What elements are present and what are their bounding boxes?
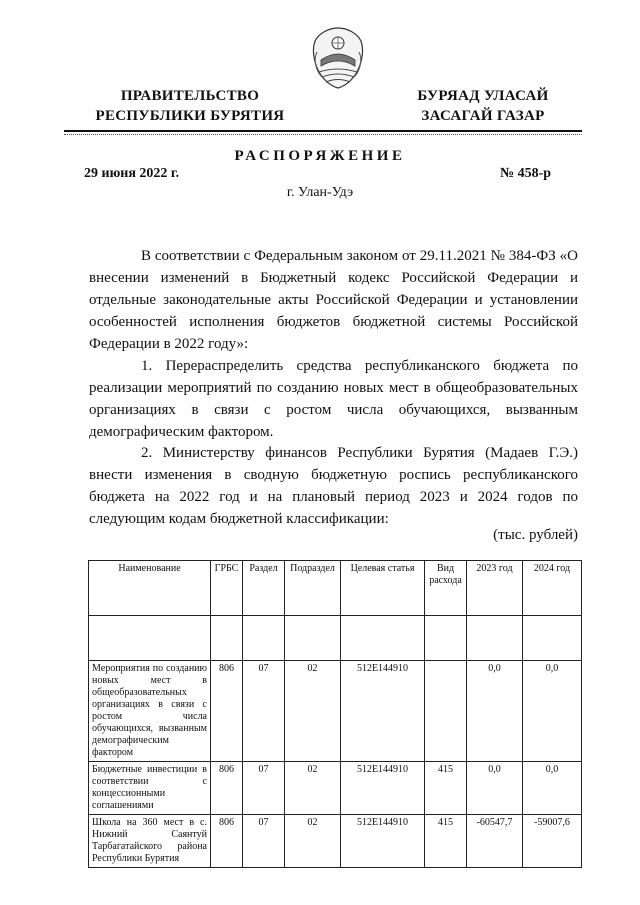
- header-right: [398, 86, 568, 126]
- column-header-name: Наименование: [89, 561, 211, 616]
- cell-2024: 0,0: [523, 762, 582, 815]
- cell-expense-type: 415: [425, 815, 467, 868]
- cell-name: Мероприятия по созданию новых мест в общеобразовательных организациях в связи с ростом числа обучающихся, вызванным демографическим фактором: [89, 661, 211, 762]
- cell-name: Бюджетные инвестиции в соответствии с концессионными соглашениями: [89, 762, 211, 815]
- header-left-line-2: РЕСПУБЛИКИ БУРЯТИЯ: [95, 108, 285, 124]
- document-type: РАСПОРЯЖЕНИЕ: [234, 148, 406, 164]
- cell-expense-type: 415: [425, 762, 467, 815]
- table-header-row: [89, 561, 582, 616]
- cell-subsection: 02: [285, 762, 341, 815]
- cell-2023: 0,0: [467, 762, 523, 815]
- document-number: № 458-р: [500, 166, 552, 181]
- table-row: [89, 815, 582, 868]
- document-date: 29 июня 2022 г.: [84, 166, 180, 181]
- coat-of-arms-icon: [311, 26, 365, 90]
- cell-section: 07: [243, 815, 285, 868]
- table-row: [89, 661, 582, 762]
- cell-grbs: 806: [211, 661, 243, 762]
- header-divider: [64, 130, 582, 132]
- cell-grbs: 806: [211, 762, 243, 815]
- cell-target-article: 512Е144910: [341, 815, 425, 868]
- column-header-subsection: Подраздел: [285, 561, 341, 616]
- paragraph-item-1: 1. Перераспределить средства республиканского бюджета по реализации мероприятий по созданию новых мест в общеобразовательных организациях в связи с ростом числа обучающихся, вызванным демографическим фактором.: [89, 358, 578, 440]
- cell-section: 07: [243, 762, 285, 815]
- header-divider-dotted: [64, 134, 582, 135]
- document-city: г. Улан-Удэ: [286, 185, 354, 200]
- cell-2024: -59007,6: [523, 815, 582, 868]
- header-right-line-2: ЗАСАГАЙ ГАЗАР: [421, 108, 545, 124]
- cell-subsection: 02: [285, 661, 341, 762]
- cell-grbs: 806: [211, 815, 243, 868]
- unit-label: (тыс. рублей): [493, 527, 578, 543]
- cell-name: Школа на 360 мест в с. Нижний Саянтуй Тарбагатайского района Республики Бурятия: [89, 815, 211, 868]
- cell-2023: -60547,7: [467, 815, 523, 868]
- table-row: [89, 762, 582, 815]
- column-header-target-article: Целевая статья: [341, 561, 425, 616]
- paragraph-item-2: 2. Министерству финансов Республики Бурятия (Мадаев Г.Э.) внести изменения в сводную бюджетную роспись республиканского бюджета на 2022 год и на плановый период 2023 и 2024 годов по следующим кодам бюджетной классификации:: [89, 445, 578, 527]
- cell-2024: 0,0: [523, 661, 582, 762]
- paragraph-preamble: В соответствии с Федеральным законом от 29.11.2021 № 384-ФЗ «О внесении изменений в Бюджетный кодекс Российской Федерации и отдельные законодательные акты Российской Федерации и установлении особенностей исполнения бюджетов бюджетной системы Российской Федерации в 2022 году»:: [89, 248, 578, 352]
- cell-section: 07: [243, 661, 285, 762]
- table-spacer-row: [89, 616, 582, 661]
- column-header-section: Раздел: [243, 561, 285, 616]
- cell-expense-type: [425, 661, 467, 762]
- budget-table: [88, 560, 582, 868]
- header-left: [85, 86, 295, 126]
- column-header-2023: 2023 год: [467, 561, 523, 616]
- cell-subsection: 02: [285, 815, 341, 868]
- cell-target-article: 512Е144910: [341, 762, 425, 815]
- column-header-expense-type: Вид расхода: [425, 561, 467, 616]
- header-right-line-1: БУРЯАД УЛАСАЙ: [417, 88, 549, 104]
- header-left-line-1: ПРАВИТЕЛЬСТВО: [120, 88, 260, 104]
- column-header-grbs: ГРБС: [211, 561, 243, 616]
- column-header-2024: 2024 год: [523, 561, 582, 616]
- cell-2023: 0,0: [467, 661, 523, 762]
- cell-target-article: 512Е144910: [341, 661, 425, 762]
